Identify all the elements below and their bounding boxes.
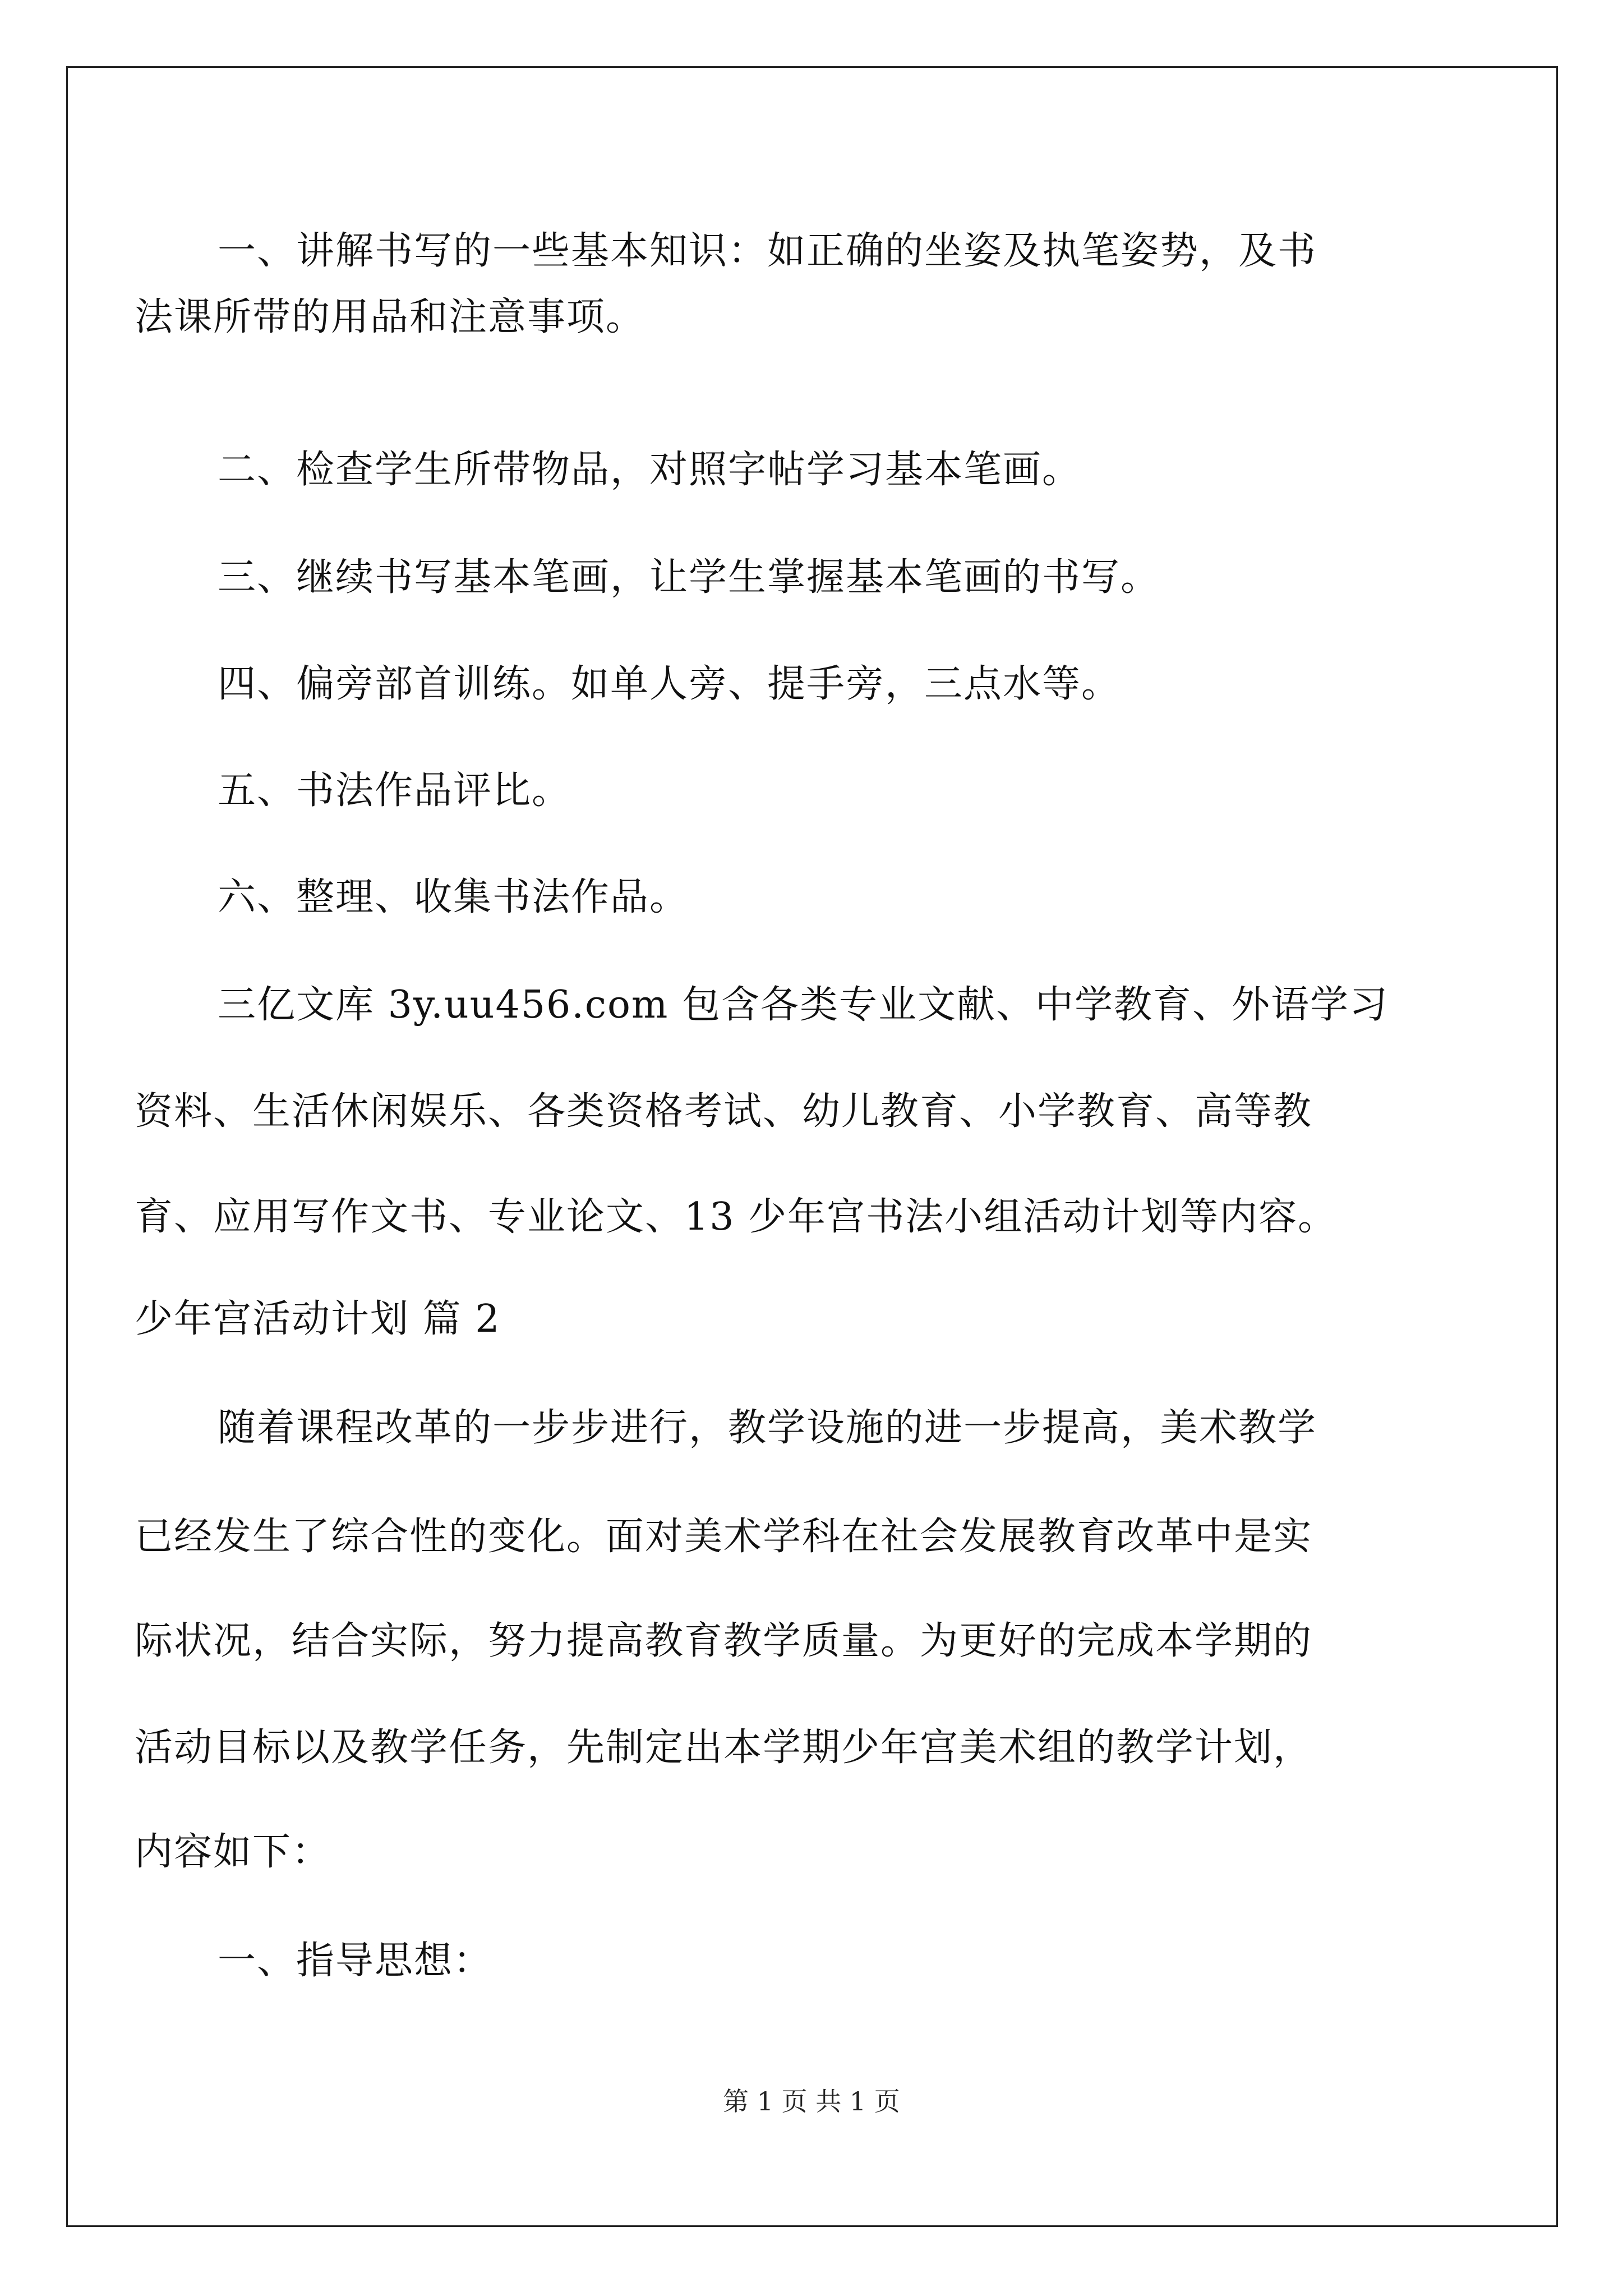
paragraph-line: 一、指导思想： (218, 1939, 493, 1983)
section-heading: 少年宫活动计划 篇 2 (135, 1297, 501, 1341)
paragraph-line: 育、应用写作文书、专业论文、13 少年宫书法小组活动计划等内容。 (135, 1195, 1338, 1239)
paragraph-line: 一、讲解书写的一些基本知识：如正确的坐姿及执笔姿势，及书 (218, 229, 1317, 273)
paragraph-line: 四、偏旁部首训练。如单人旁、提手旁，三点水等。 (218, 662, 1121, 706)
paragraph-line: 已经发生了综合性的变化。面对美术学科在社会发展教育改革中是实 (135, 1515, 1313, 1559)
paragraph-line: 内容如下： (135, 1830, 331, 1874)
paragraph-line: 六、整理、收集书法作品。 (218, 875, 689, 919)
paragraph-line: 际状况，结合实际，努力提高教育教学质量。为更好的完成本学期的 (135, 1619, 1313, 1663)
paragraph-line: 法课所带的用品和注意事项。 (135, 295, 645, 339)
paragraph-line: 活动目标以及教学任务，先制定出本学期少年宫美术组的教学计划， (135, 1726, 1313, 1770)
paragraph-line: 五、书法作品评比。 (218, 769, 571, 813)
paragraph-line: 三亿文库 3y.uu456.com 包含各类专业文献、中学教育、外语学习 (218, 983, 1389, 1027)
paragraph-line: 三、继续书写基本笔画，让学生掌握基本笔画的书写。 (218, 555, 1160, 600)
page-footer: 第 1 页 共 1 页 (723, 2086, 900, 2116)
paragraph-line: 二、检查学生所带物品，对照字帖学习基本笔画。 (218, 448, 1082, 492)
paragraph-line: 资料、生活休闲娱乐、各类资格考试、幼儿教育、小学教育、高等教 (135, 1089, 1313, 1134)
paragraph-line: 随着课程改革的一步步进行，教学设施的进一步提高，美术教学 (218, 1406, 1317, 1450)
page-border (66, 66, 1558, 2227)
